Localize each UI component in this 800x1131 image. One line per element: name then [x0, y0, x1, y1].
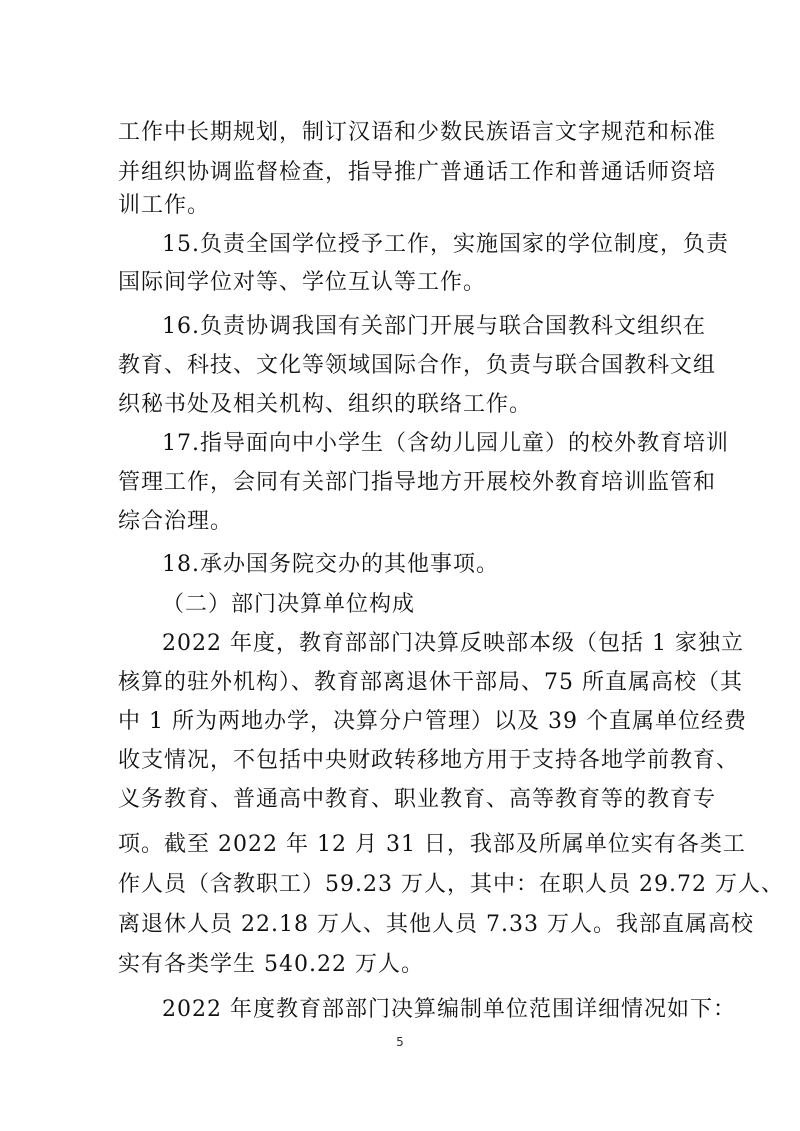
body-text-line: 国际间学位对等、学位互认等工作。: [118, 270, 487, 295]
body-text-line: 训工作。: [118, 193, 211, 218]
body-text-line: 收支情况，不包括中央财政转移地方用于支持各地学前教育、: [118, 748, 740, 773]
body-text-line: 织秘书处及相关机构、组织的联络工作。: [118, 392, 533, 417]
body-text-line: 义务教育、普通高中教育、职业教育、高等教育等的教育专: [118, 787, 717, 812]
body-text-line: 核算的驻外机构）、教育部离退休干部局、75 所直属高校（其: [118, 670, 743, 695]
paragraph-18-line: 18.承办国务院交办的其他事项。: [162, 552, 499, 577]
page-number: 5: [396, 1035, 404, 1049]
paragraph-17-line: 17.指导面向中小学生（含幼儿园儿童）的校外教育培训: [162, 431, 729, 456]
section-heading: （二）部门决算单位构成: [162, 592, 416, 617]
body-text-line: 工作中长期规划，制订汉语和少数民族语言文字规范和标准: [118, 120, 717, 145]
paragraph-16-line: 16.负责协调我国有关部门开展与联合国教科文组织在: [162, 314, 706, 339]
body-text-line: 中 1 所为两地办学，决算分户管理）以及 39 个直属单位经费: [118, 709, 747, 734]
body-text-line: 教育、科技、文化等领域国际合作，负责与联合国教科文组: [118, 353, 717, 378]
body-text-line: 管理工作，会同有关部门指导地方开展校外教育培训监管和: [118, 470, 717, 495]
body-text-line: 综合治理。: [118, 509, 234, 534]
body-text-line: 离退休人员 22.18 万人、其他人员 7.33 万人。我部直属高校: [118, 912, 754, 937]
body-text-line: 实有各类学生 540.22 万人。: [118, 952, 424, 977]
body-text-line: 作人员（含教职工）59.23 万人，其中：在职人员 29.72 万人、: [118, 872, 784, 897]
paragraph-15-line: 15.负责全国学位授予工作，实施国家的学位制度，负责: [162, 232, 729, 257]
body-text-line: 项。截至 2022 年 12 月 31 日，我部及所属单位实有各类工: [118, 832, 746, 857]
body-text-line: 2022 年度，教育部部门决算反映部本级（包括 1 家独立: [162, 631, 744, 656]
body-text-line: 并组织协调监督检查，指导推广普通话工作和普通话师资培: [118, 160, 717, 185]
body-text-line: 2022 年度教育部部门决算编制单位范围详细情况如下：: [162, 997, 736, 1022]
